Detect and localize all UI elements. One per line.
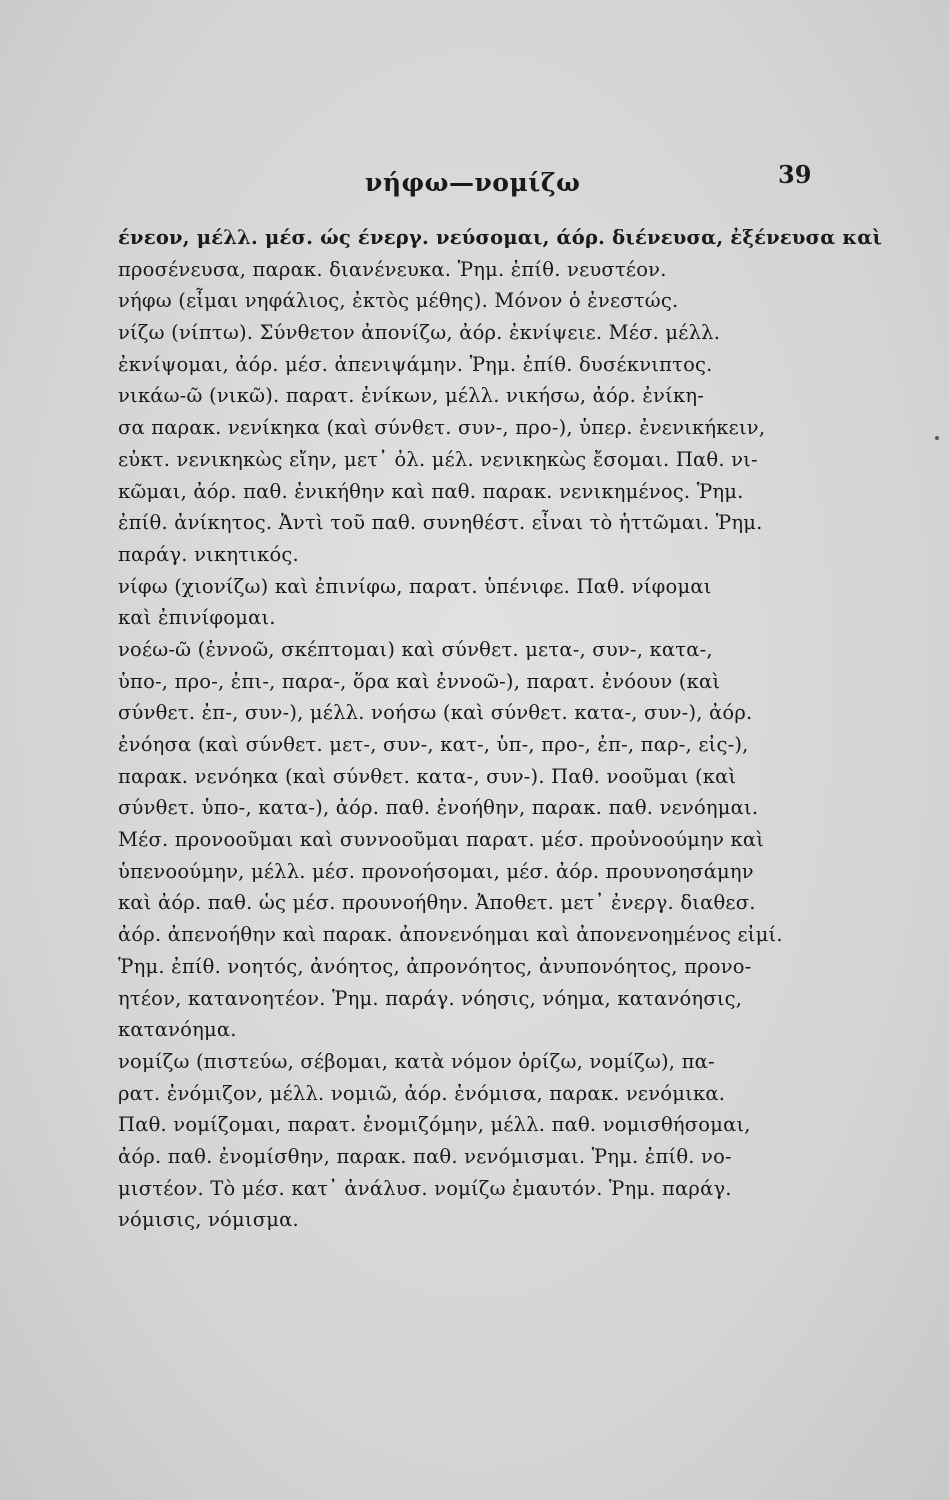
text-line: Μέσ. προνοοῦμαι καὶ συννοοῦμαι παρατ. μέσ. προὐνοούμην καὶ	[118, 828, 765, 852]
text-line: σα παρακ. νενίκηκα (καὶ σύνθετ. συν-, προ-), ὑπερ. ἐνενικήκειν,	[118, 416, 766, 440]
text-line: σύνθετ. ὑπο-, κατα-), ἀόρ. παθ. ἐνοήθην, παρακ. παθ. νενόημαι.	[118, 796, 759, 820]
entry-line-nomizo: νομίζω (πιστεύω, σέβομαι, κατὰ νόμον ὁρίζω, νομίζω), πα-	[118, 1049, 715, 1073]
entry-line-nefo: νήφω (εἶμαι νηφάλιος, ἐκτὸς μέθης). Μόνον ὁ ἐνεστώς.	[118, 289, 679, 313]
text-line: καὶ ἀόρ. παθ. ὡς μέσ. προυνοήθην. Ἀποθετ. μετ᾽ ἐνεργ. διαθεσ.	[118, 891, 756, 915]
text-line: ὑπο-, προ-, ἐπι-, παρα-, ὅρα καὶ ἐννοῶ-), παρατ. ἐνόουν (καὶ	[118, 669, 721, 693]
text-line: ένεον, μέλλ. μέσ. ώς ένεργ. νεύσομαι, άόρ. διένευσα, ἐξένευσα καὶ	[118, 226, 883, 249]
text-line: ὑπενοούμην, μέλλ. μέσ. προνοήσομαι, μέσ. ἀόρ. προυνοησάμην	[118, 859, 754, 883]
page-header	[0, 160, 949, 200]
text-line: εὐκτ. νενικηκὼς εἴην, μετ᾽ ὀλ. μέλ. νενικηκὼς ἔσομαι. Παθ. νι-	[118, 447, 758, 471]
entry-line-noeo: νοέω-ῶ (ἐννοῶ, σκέπτομαι) καὶ σύνθετ. μετα-, συν-, κατα-,	[118, 637, 713, 661]
text-line: ἐκνίψομαι, ἀόρ. μέσ. ἀπενιψάμην. Ῥημ. ἐπίθ. δυσέκνιπτος.	[118, 352, 713, 376]
entry-line-nizo: νίζω (νίπτω). Σύνθετον ἀπονίζω, ἀόρ. ἐκνίψειε. Μέσ. μέλλ.	[118, 321, 721, 345]
text-line: ἐπίθ. ἀνίκητος. Ἀντὶ τοῦ παθ. συνηθέστ. εἶναι τὸ ἡττῶμαι. Ῥημ.	[118, 511, 763, 535]
text-line: καὶ ἐπινίφομαι.	[118, 606, 276, 630]
entry-line-nifo: νίφω (χιονίζω) καὶ ἐπινίφω, παρατ. ὑπένιφε. Παθ. νίφομαι	[118, 574, 712, 598]
dictionary-text	[118, 222, 883, 1236]
text-line: σύνθετ. ἐπ-, συν-), μέλλ. νοήσω (καὶ σύνθετ. κατα-, συν-), ἀόρ.	[118, 701, 753, 725]
page-number: 39	[778, 160, 812, 189]
text-line: ἐνόησα (καὶ σύνθετ. μετ-, συν-, κατ-, ὑπ-, προ-, ἐπ-, παρ-, εἰς-),	[118, 733, 749, 756]
text-line: ἀόρ. ἀπενοήθην καὶ παρακ. ἀπονενόημαι καὶ ἀπονενοημένος εἰμί.	[118, 923, 783, 947]
text-line: Παθ. νομίζομαι, παρατ. ἐνομιζόμην, μέλλ. παθ. νομισθήσομαι,	[118, 1113, 751, 1137]
text-line: ρατ. ἐνόμιζον, μέλλ. νομιῶ, ἀόρ. ἐνόμισα, παρακ. νενόμικα.	[118, 1081, 726, 1105]
margin-speck	[935, 436, 939, 440]
text-line: νόμισις, νόμισμα.	[118, 1208, 299, 1232]
text-line: παρακ. νενόηκα (καὶ σύνθετ. κατα-, συν-). Παθ. νοοῦμαι (καὶ	[118, 764, 737, 788]
running-head: νήφω—νομίζω	[365, 168, 581, 197]
text-line: κατανόημα.	[118, 1018, 237, 1042]
text-line: παράγ. νικητικός.	[118, 542, 299, 566]
text-line: προσένευσα, παρακ. διανένευκα. Ῥημ. ἐπίθ. νευστέον.	[118, 257, 667, 281]
text-line: μιστέον. Τὸ μέσ. κατ᾽ ἀνάλυσ. νομίζω ἐμαυτόν. Ῥημ. παράγ.	[118, 1176, 732, 1200]
text-line: ἀόρ. παθ. ἐνομίσθην, παρακ. παθ. νενόμισμαι. Ῥημ. ἐπίθ. νο-	[118, 1144, 732, 1168]
text-line: ητέον, κατανοητέον. Ῥημ. παράγ. νόησις, νόημα, κατανόησις,	[118, 986, 743, 1010]
entry-line-nikao: νικάω-ῶ (νικῶ). παρατ. ἐνίκων, μέλλ. νικήσω, ἀόρ. ἐνίκη-	[118, 384, 705, 408]
text-line: Ῥημ. ἐπίθ. νοητός, ἀνόητος, ἀπρονόητος, ἀνυπονόητος, προνο-	[118, 954, 752, 978]
text-line: κῶμαι, ἀόρ. παθ. ἐνικήθην καὶ παθ. παρακ. νενικημένος. Ῥημ.	[118, 479, 744, 503]
